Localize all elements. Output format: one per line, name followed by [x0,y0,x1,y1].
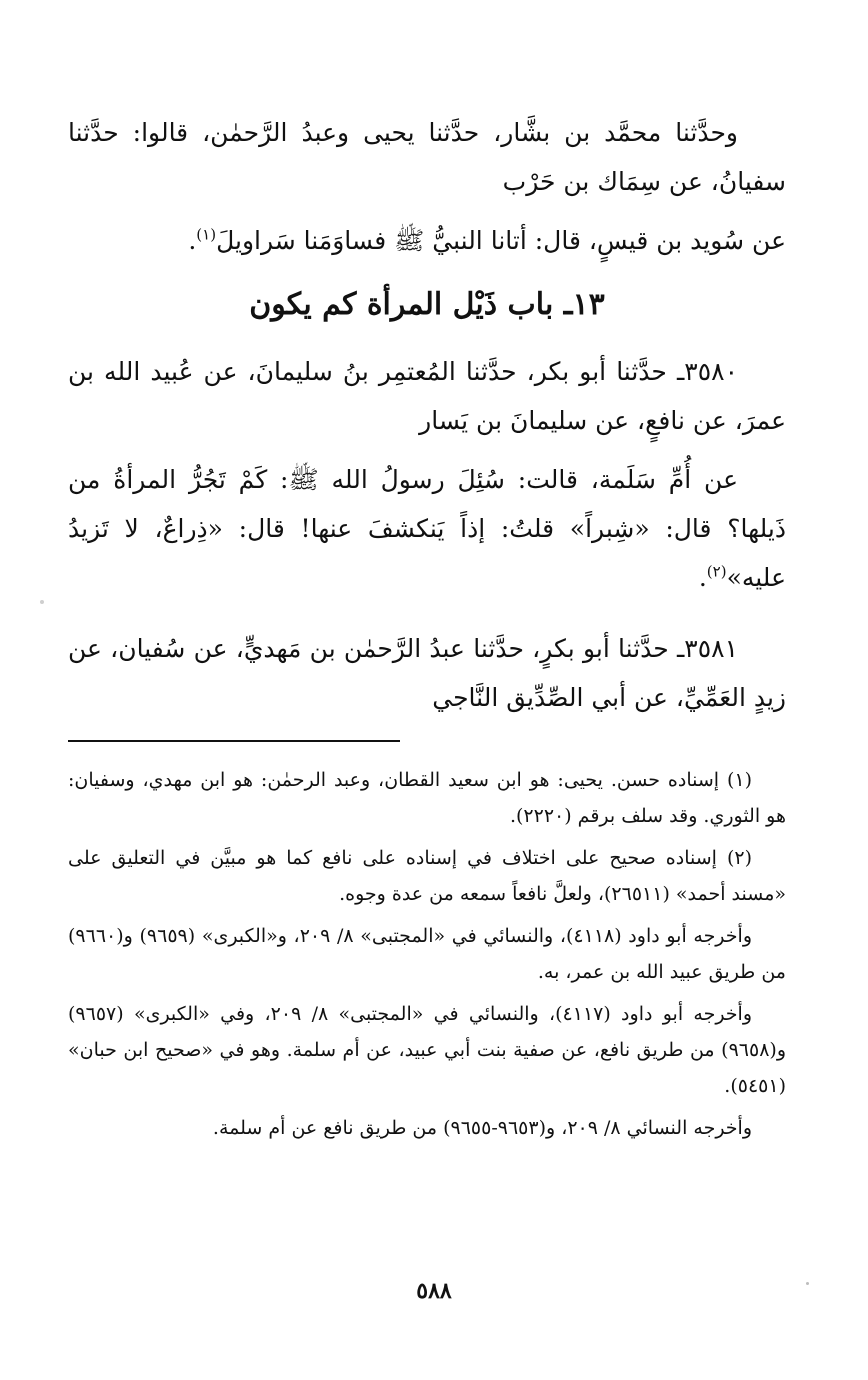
footnote-2: (٢) إسناده صحيح على اختلاف في إسناده على نافع كما هو مبيَّن في التعليق على «مسند أحمد» (٢٦٥١١)، ولعلَّ نافعاً سمعه من عدة وجوه. [68,847,786,905]
footnote-divider [68,740,400,742]
footnote-ref-2: (٢) [706,562,727,581]
hadith-text: عن سُويد بن قيسٍ، قال: أتانا النبيُّ ﷺ فساوَمَنا سَراويلَ [216,226,786,255]
hadith-text-end: . [188,226,197,255]
hadith-3580-text [68,455,786,602]
footnote-2-abu-dawud-4117: وأخرجه أبو داود (٤١١٧)، والنسائي في «المجتبى» ٨/ ٢٠٩، وفي «الكبرى» (٩٦٥٧) و(٩٦٥٨) من طريق نافع، عن صفية بنت أبي عبيد، عن أم سلمة. وهو في «صحيح ابن حبان» (٥٤٥١). [68,1003,786,1097]
chapter-heading: ١٣ـ باب ذَيْل المرأة كم يكون [249,287,605,322]
hadith-text-paragraph [68,216,786,265]
footnote-2-nasai: وأخرجه النسائي ٨/ ٢٠٩، و(٩٦٥٣-٩٦٥٥) من طريق نافع عن أم سلمة. [212,1117,752,1139]
footnote-ref-1: (١) [196,225,217,244]
footnote-1: (١) إسناده حسن. يحيى: هو ابن سعيد القطان، وعبد الرحمٰن: هو ابن مهدي، وسفيان: هو الثوري. وقد سلف برقم (٢٢٢٠). [68,769,786,827]
hadith-3580-chain: ٣٥٨٠ـ حدَّثنا أبو بكر، حدَّثنا المُعتمِر بنُ سليمانَ، عن عُبيد الله بن عمرَ، عن نافعٍ، عن سليمانَ بن يَسار [68,357,786,435]
scan-speck [40,600,44,604]
hadith-3581-chain: ٣٥٨١ـ حدَّثنا أبو بكرٍ، حدَّثنا عبدُ الرَّحمٰن بن مَهديٍّ، عن سُفيان، عن زيدٍ العَمِّيِّ، عن أبي الصِّدِّيق النَّاجي [68,634,786,712]
footnote-2-abu-dawud-4118: وأخرجه أبو داود (٤١١٨)، والنسائي في «المجتبى» ٨/ ٢٠٩، و«الكبرى» (٩٦٥٩) و(٩٦٦٠) من طريق عبيد الله بن عمر، به. [68,925,786,983]
page-number: ٥٨٨ [416,1278,452,1304]
hadith-3580-end: . [698,563,707,592]
hadith-3580-body: عن أُمِّ سَلَمة، قالت: سُئِلَ رسولُ الله ﷺ: كَمْ تَجُرُّ المرأةُ من ذَيلها؟ قال: «شِبراً» قلتُ: إذاً يَنكشفَ عنها! قال: «ذِراعٌ، لا تَزيدُ عليه» [68,465,786,592]
scan-speck [806,1282,809,1285]
page-body [68,108,786,1152]
hadith-chain-paragraph: وحدَّثنا محمَّد بن بشَّار، حدَّثنا يحيى وعبدُ الرَّحمٰن، قالوا: حدَّثنا سفيانُ، عن سِمَاك بن حَرْب [68,118,786,196]
